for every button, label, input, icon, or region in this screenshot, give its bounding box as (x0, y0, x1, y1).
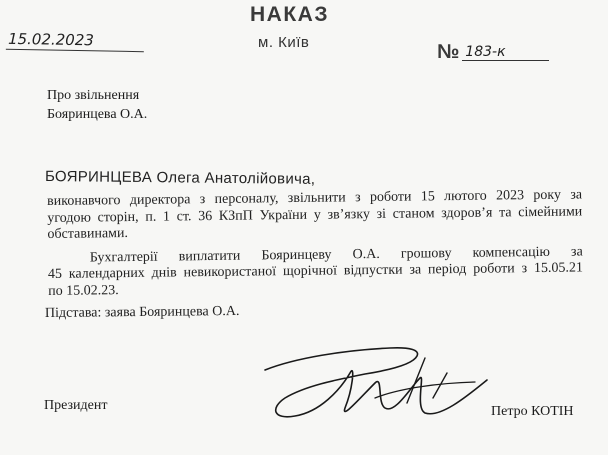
document-title: НАКАЗ (250, 3, 329, 26)
order-body (47, 187, 583, 300)
signatory-role: Президент (44, 398, 108, 413)
paragraph-2-line-2: 45 календарних днів невикористаної щорічної відпустки за період роботи з 15.05.21 (47, 260, 584, 282)
employee-name: БОЯРИНЦЕВА Олега Анатолійовича, (44, 168, 316, 188)
order-number-block (437, 41, 549, 64)
paragraph-1-line-3: обставинами. (47, 226, 129, 242)
paragraph-2-line-1: Бухгалтерії виплатити Бояринцеву О.А. грошову компенсацію за (89, 243, 583, 265)
handwritten-signature (225, 328, 515, 428)
city: м. Київ (258, 34, 310, 51)
paragraph-1-line-1: виконавчого директора з персоналу, звільнити з роботи 15 лютого 2023 року за (47, 187, 583, 209)
basis-line: Підстава: заява Бояринцева О.А. (44, 303, 240, 321)
subject-line-2: Бояринцева О.А. (47, 107, 148, 122)
signer-name: Петро КОТІН (491, 404, 574, 419)
paragraph-2-line-3: по 15.02.23. (48, 282, 119, 299)
subject-line-1: Про звільнення (47, 88, 140, 103)
order-number: 183-к (462, 44, 549, 61)
subject-block (47, 86, 147, 124)
number-sign: № (437, 41, 459, 63)
order-date: 15.02.2023 (6, 30, 144, 52)
paragraph-1-line-2: угодою сторін, п. 1 ст. 36 КЗпП України у зв’язку зі станом здоров’я та сімейними (47, 203, 583, 226)
